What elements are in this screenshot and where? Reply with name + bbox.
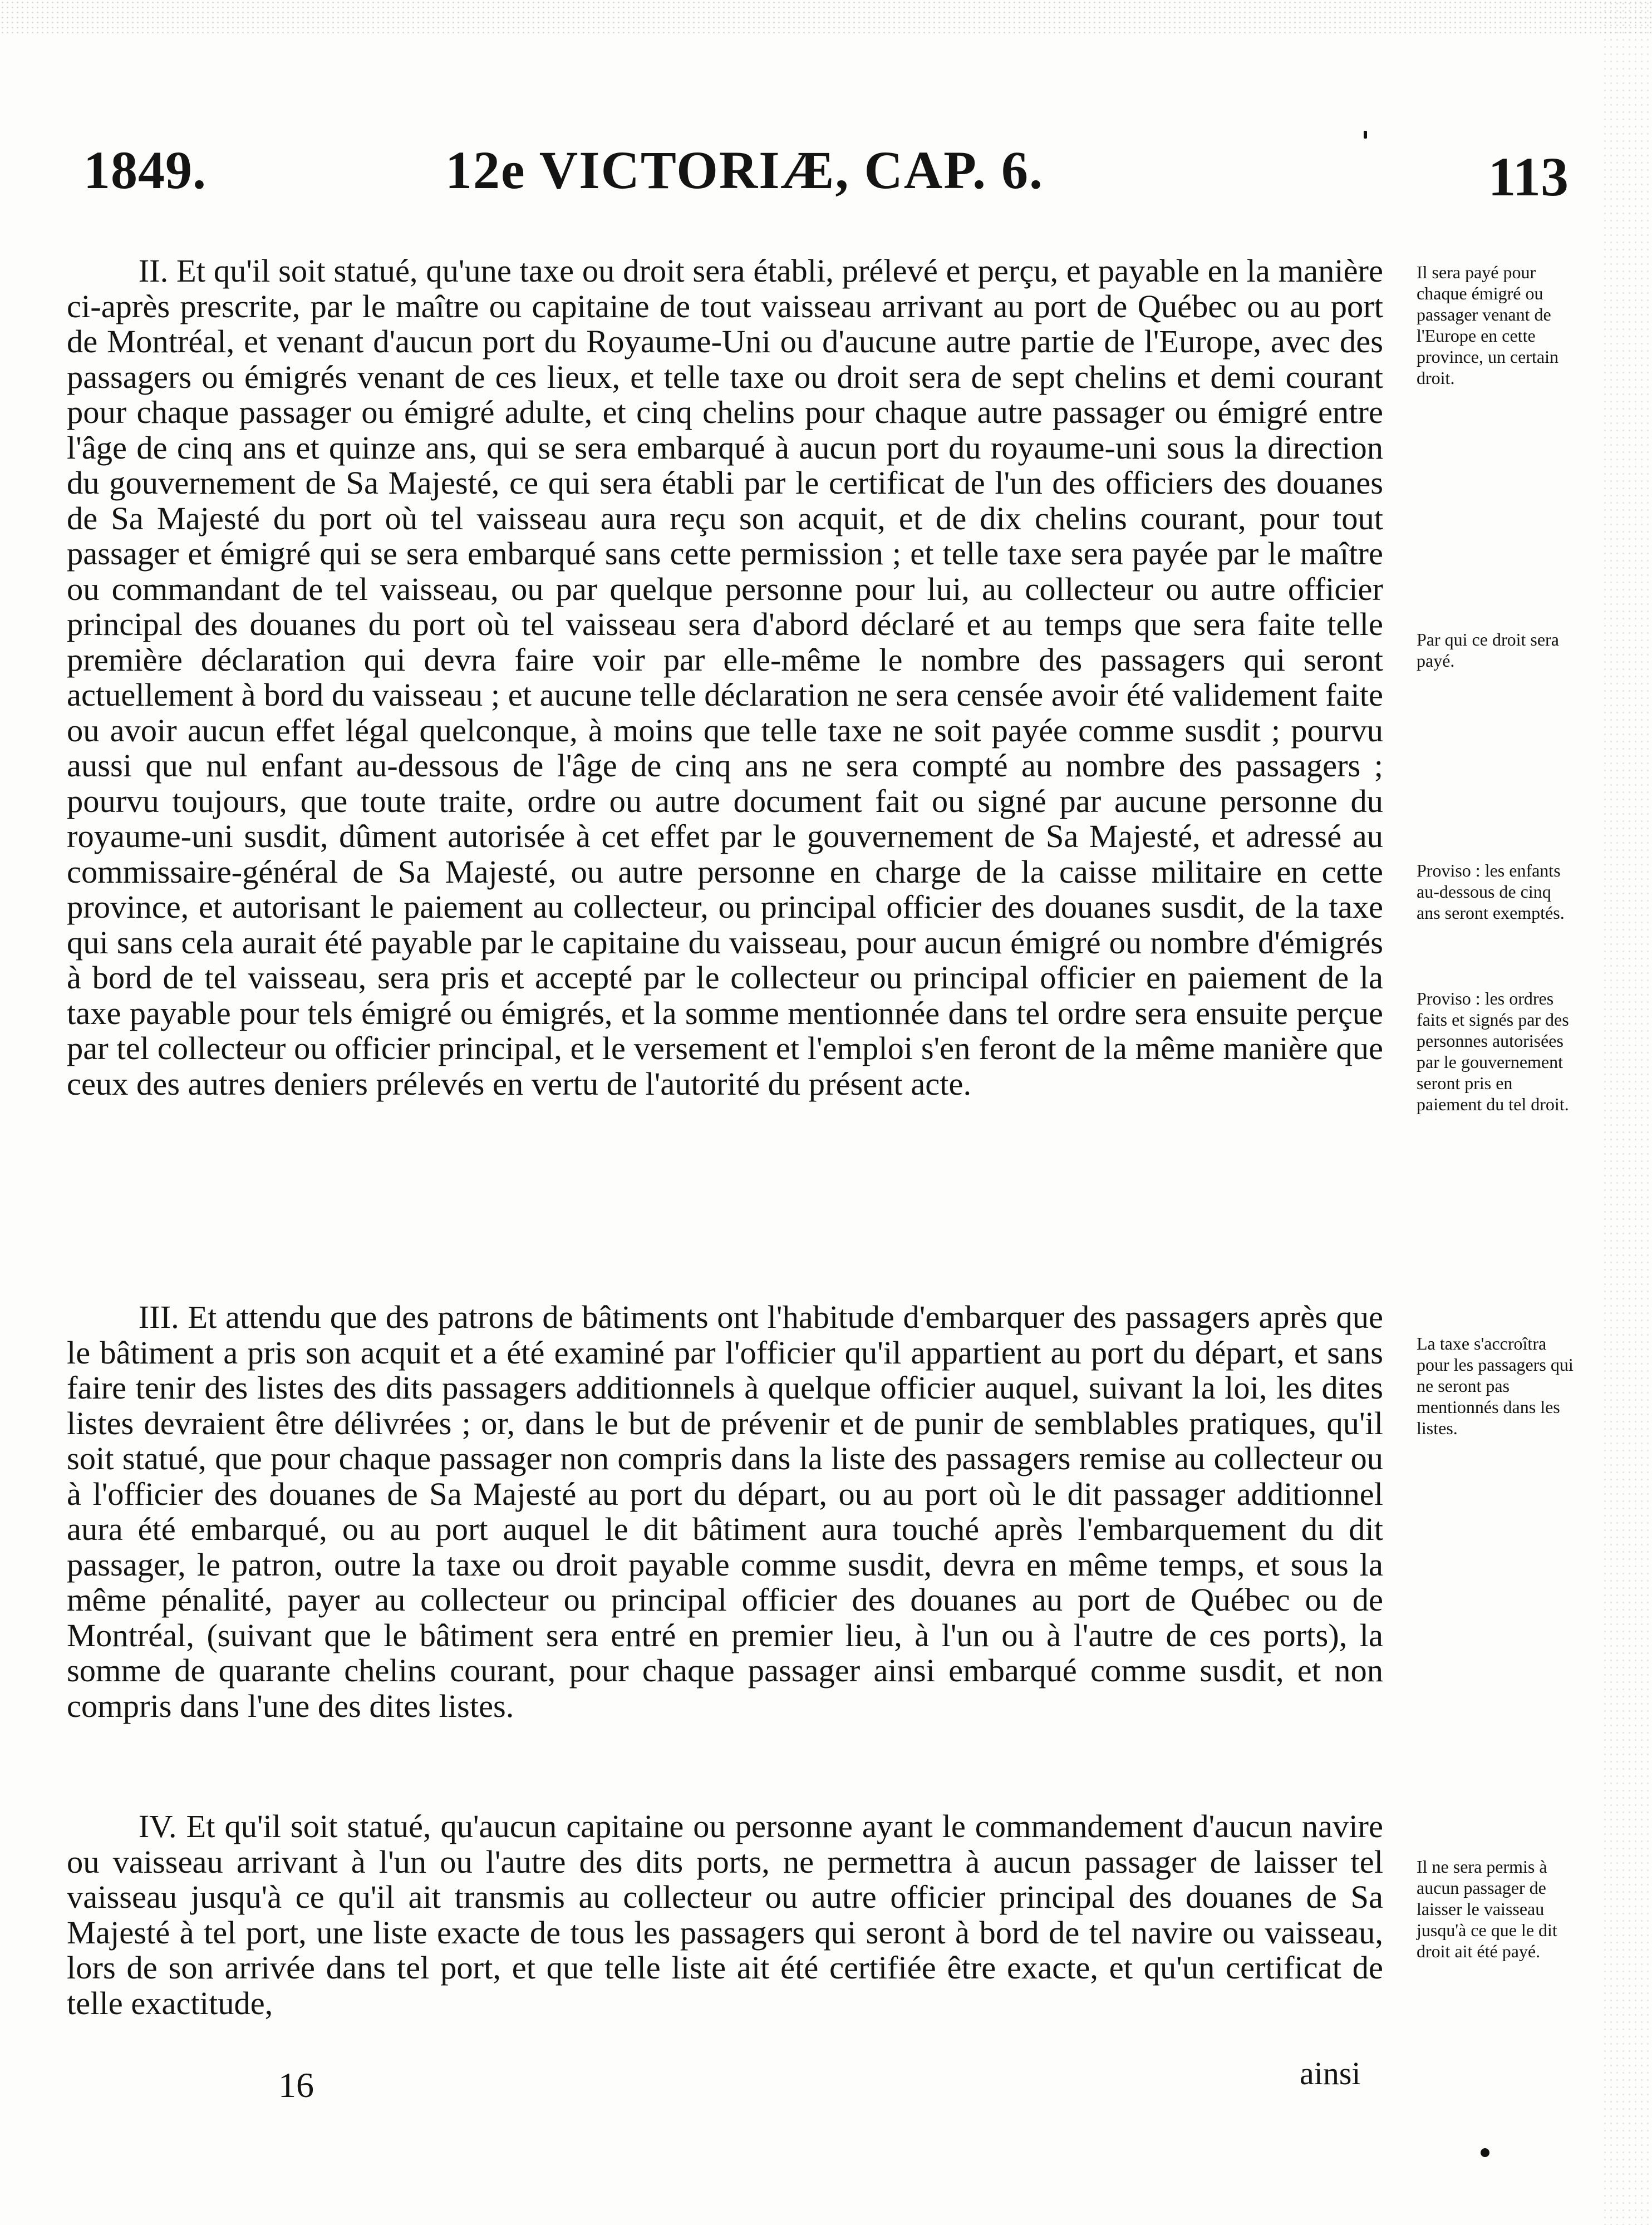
signature-mark: 16 [278, 2065, 314, 2105]
scan-noise-right [1602, 0, 1652, 2225]
margin-note-children-proviso: Proviso : les enfants au-dessous de cinq ans seront exemptés. [1417, 860, 1565, 923]
header-year: 1849. [83, 140, 206, 200]
margin-note-payer: Par qui ce droit sera payé. [1417, 629, 1559, 671]
header-title: 12e VICTORIÆ, CAP. 6. [445, 140, 1044, 200]
scan-noise-top [0, 0, 1652, 33]
page-header [0, 139, 1652, 206]
margin-note-duty: Il sera payé pour chaque émigré ou passager venant de l'Europe en cette province, un certain droit. [1417, 262, 1558, 388]
catchword: ainsi [1300, 2055, 1361, 2091]
ink-speck [1481, 2148, 1489, 2157]
margin-note-additional-tax: La taxe s'accroîtra pour les passagers qui ne seront pas mentionnés dans les listes. [1417, 1333, 1574, 1438]
page-number: 113 [1488, 146, 1569, 208]
ink-speck [1364, 131, 1367, 139]
margin-note-orders-proviso: Proviso : les ordres faits et signés par des personnes autorisées par le gouvernement seront pris en paiement du tel droit. [1417, 988, 1569, 1114]
section-ii: II. Et qu'il soit statué, qu'une taxe ou droit sera établi, prélevé et perçu, et payable en la manière ci-après prescrite, par le maître ou capitaine de tout vaisseau arrivant au port de Québec ou au port de Montréal, et venant d'aucun port du Royaume-Uni ou d'aucune autre partie de l'Europe, avec des passagers ou émigrés venant de ces lieux, et telle taxe ou droit sera de sept chelins et demi courant pour chaque passager ou émigré adulte, et cinq chelins pour chaque autre passager ou émigré entre l'âge de cinq ans et quinze ans, qui se sera embarqué à aucun port du royaume-uni sous la direction du gouvernement de Sa Majesté, ce qui sera établi par le certificat de l'un des officiers des douanes de Sa Majesté du port où tel vaisseau aura reçu son acquit, et de dix chelins courant, pour tout passager et émigré qui se sera embarqué sans cette permission ; et telle taxe sera payée par le maître ou commandant de tel vaisseau, ou par quelque personne pour lui, au collecteur ou autre officier principal des douanes du port où tel vaisseau sera d'abord déclaré et au temps que sera faite telle première déclaration qui devra faire voir par elle-même le nombre des passagers qui seront actuellement à bord du vaisseau ; et aucune telle déclaration ne sera censée avoir été validement faite ou avoir aucun effet légal quelconque, à moins que telle taxe ne soit payée comme susdit ; pourvu aussi que nul enfant au-dessous de l'âge de cinq ans ne sera compté au nombre des passagers ; pourvu toujours, que toute traite, ordre ou autre document fait ou signé par aucune personne du royaume-uni susdit, dûment autorisée à cet effet par le gouvernement de Sa Majesté, et adressé au commissaire-général de Sa Majesté, ou autre personne en charge de la caisse militaire en cette province, et autorisant le paiement au collecteur, ou principal officier des douanes susdit, de la taxe qui sans cela aurait été payable par le capitaine du vaisseau, pour aucun émigré ou nombre d'émigrés à bord de tel vaisseau, sera pris et accepté par le collecteur ou principal officier en paiement de la taxe payable pour tels émigré ou émigrés, et la somme mentionnée dans tel ordre sera ensuite perçue par tel collecteur ou officier principal, et le versement et l'emploi s'en feront de la même manière que ceux des autres deniers prélevés en vertu de l'autorité du présent acte. [67, 253, 1383, 1102]
section-iii: III. Et attendu que des patrons de bâtiments ont l'habitude d'embarquer des passagers après que le bâtiment a pris son acquit et a été examiné par l'officier qu'il appartient au port du départ, et sans faire tenir des listes des dits passagers additionnels à quelque officier auquel, suivant la loi, les dites listes devraient être délivrées ; or, dans le but de prévenir et de punir de semblables pratiques, qu'il soit statué, que pour chaque passager non compris dans la liste des passagers remise au collecteur ou à l'officier des douanes de Sa Majesté au port du départ, ou au port où le dit passager additionnel aura été embarqué, ou au port auquel le dit bâtiment aura touché après l'embarquement du dit passager, le patron, outre la taxe ou droit payable comme susdit, devra en même temps, et sous la même pénalité, payer au collecteur ou principal officier des douanes au port de Québec ou de Montréal, (suivant que le bâtiment sera entré en premier lieu, à l'un ou à l'autre de ces ports), la somme de quarante chelins courant, pour chaque passager ainsi embarqué comme susdit, et non compris dans l'une des dites listes. [67, 1299, 1383, 1724]
section-iv: IV. Et qu'il soit statué, qu'aucun capitaine ou personne ayant le commandement d'aucun navire ou vaisseau arrivant à l'un ou l'autre des dits ports, ne permettra à aucun passager de laisser tel vaisseau jusqu'à ce qu'il ait transmis au collecteur ou autre officier principal des douanes de Sa Majesté à tel port, une liste exacte de tous les passagers qui seront à bord de tel navire ou vaisseau, lors de son arrivée dans tel port, et que telle liste ait été certifiée être exacte, et qu'un certificat de telle exactitude, [67, 1808, 1383, 2021]
margin-note-leaving-vessel: Il ne sera permis à aucun passager de laisser le vaisseau jusqu'à ce que le dit droit ait été payé. [1417, 1857, 1557, 1961]
